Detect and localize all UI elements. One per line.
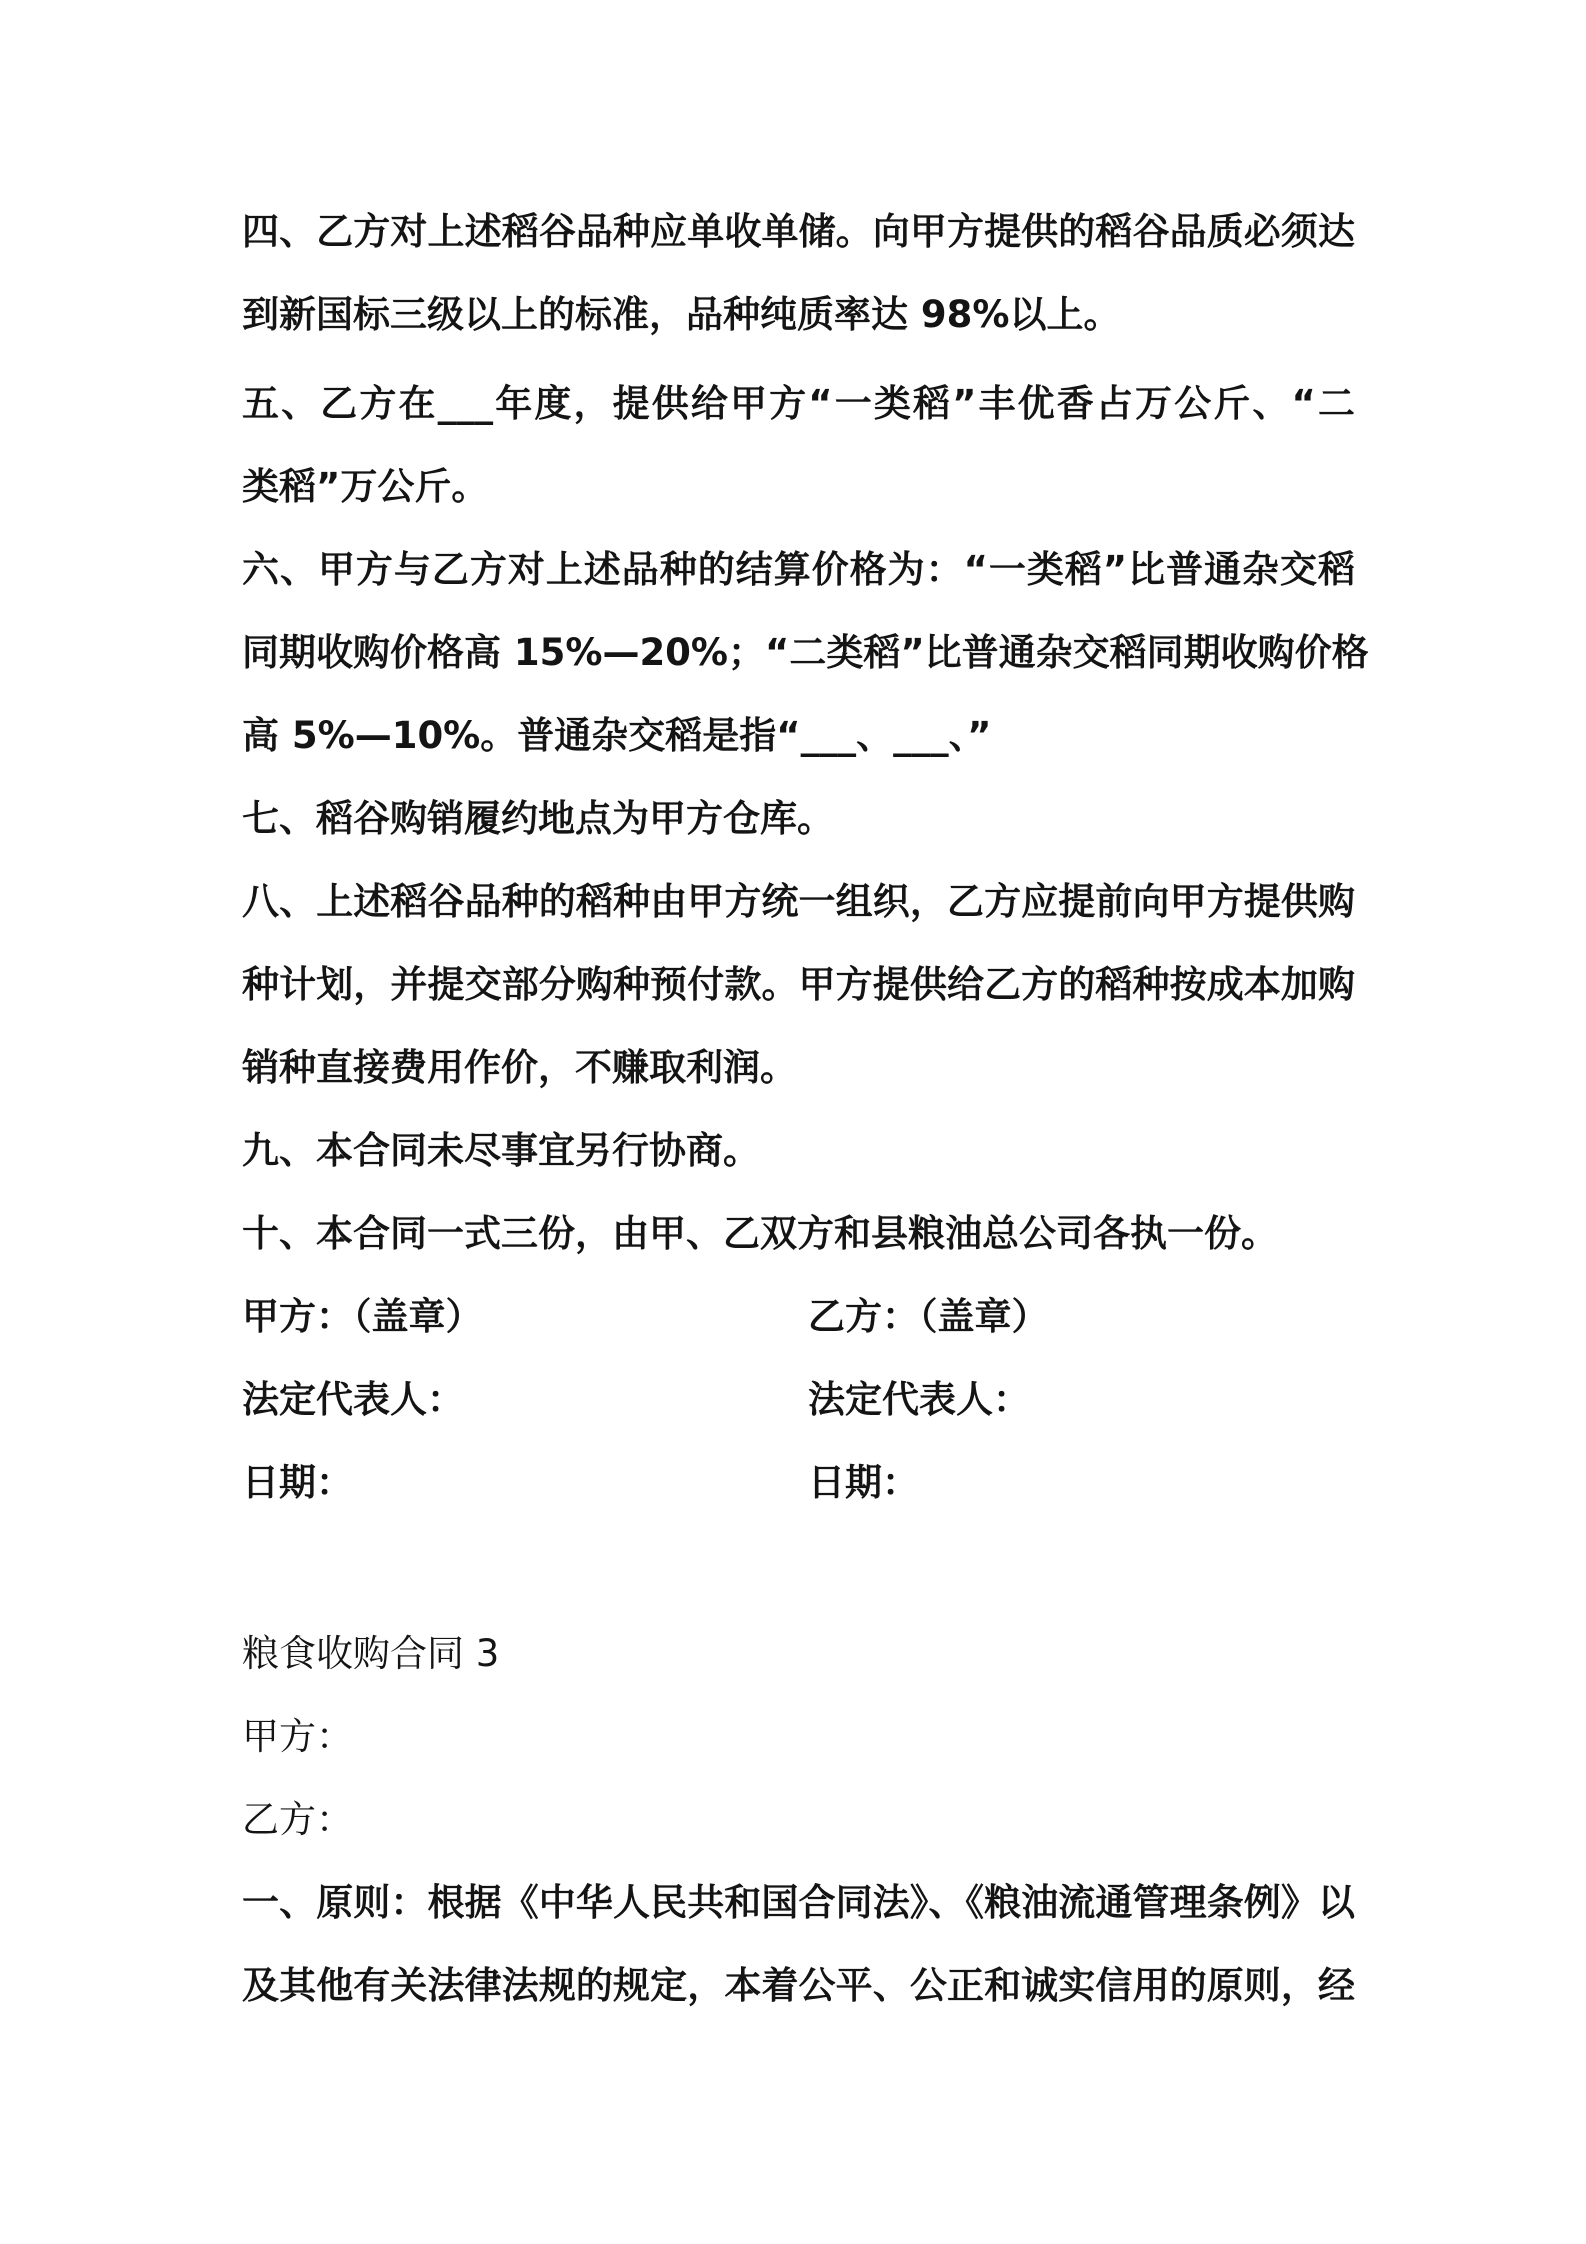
- party-b-seal: 乙方：（盖章）: [808, 1295, 1049, 1338]
- contract-3-title: 粮食收购合同 3: [242, 1632, 500, 1675]
- clause-6-line-2: 同期收购价格高 15%—20%；“二类稻”比普通杂交稻同期收购价格: [242, 631, 1369, 674]
- signature-block: [242, 1275, 1355, 1524]
- clause-6-line-3: 高 5%—10%。普通杂交稻是指“___、___、”: [242, 714, 992, 757]
- document-page: [242, 190, 1369, 2027]
- clause-6: [242, 528, 1369, 777]
- clause-7-line-1: 七、稻谷购销履约地点为甲方仓库。: [242, 797, 834, 840]
- principle-line-1: 一、原则：根据《中华人民共和国合同法》、《粮油流通管理条例》以: [242, 1881, 1355, 1924]
- clause-8-line-1: 八、上述稻谷品种的稻种由甲方统一组织，乙方应提前向甲方提供购: [242, 880, 1355, 923]
- clause-9-line-1: 九、本合同未尽事宜另行协商。: [242, 1129, 760, 1172]
- clause-8: [242, 860, 1355, 1109]
- party-a-seal: 甲方：（盖章）: [242, 1295, 483, 1338]
- clause-10-line-1: 十、本合同一式三份，由甲、乙双方和县粮油总公司各执一份。: [242, 1212, 1278, 1255]
- clause-5: [242, 362, 1355, 528]
- clause-7: [242, 777, 1355, 860]
- contract-3-party-a: 甲方：: [242, 1715, 353, 1758]
- clause-9: [242, 1109, 1355, 1192]
- clause-4-line-2: 到新国标三级以上的标准，品种纯质率达 98%以上。: [242, 293, 1121, 336]
- clause-5-line-2: 类稻”万公斤。: [242, 465, 489, 508]
- clause-4-line-1: 四、乙方对上述稻谷品种应单收单储。向甲方提供的稻谷品质必须达: [242, 210, 1355, 253]
- party-b-representative: 法定代表人：: [808, 1378, 1030, 1421]
- clause-8-line-3: 销种直接费用作价，不赚取利润。: [242, 1046, 797, 1089]
- party-a-date: 日期：: [242, 1461, 353, 1504]
- signature-representative-row: [242, 1358, 1355, 1441]
- principle-line-2: 及其他有关法律法规的规定，本着公平、公正和诚实信用的原则，经: [242, 1964, 1355, 2007]
- party-a-representative: 法定代表人：: [242, 1378, 464, 1421]
- contract-3-party-b: 乙方：: [242, 1798, 353, 1841]
- clause-8-line-2: 种计划，并提交部分购种预付款。甲方提供给乙方的稻种按成本加购: [242, 963, 1355, 1006]
- contract-3-section: [242, 1612, 1355, 2027]
- contract-3-principle-clause: [242, 1861, 1355, 2027]
- party-b-date: 日期：: [808, 1461, 919, 1504]
- signature-seal-row: [242, 1275, 1355, 1358]
- signature-date-row: [242, 1441, 1355, 1524]
- clause-10: [242, 1192, 1355, 1275]
- clause-5-line-1: 五、乙方在___年度，提供给甲方“一类稻”丰优香占万公斤、“二: [242, 382, 1355, 425]
- clause-6-line-1: 六、甲方与乙方对上述品种的结算价格为：“一类稻”比普通杂交稻: [242, 548, 1355, 591]
- clause-4: [242, 190, 1355, 356]
